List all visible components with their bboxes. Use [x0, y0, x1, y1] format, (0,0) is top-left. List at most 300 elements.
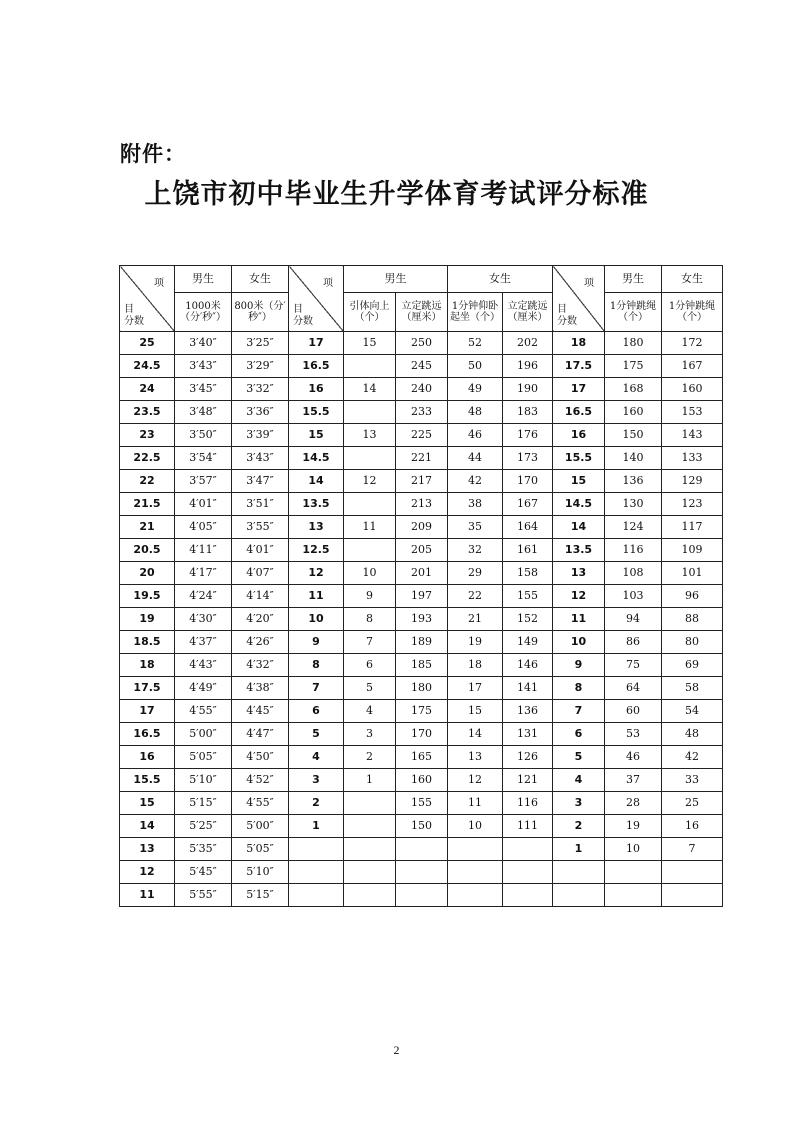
value-cell: 133 [662, 447, 723, 470]
value-cell: 164 [503, 516, 553, 539]
value-cell: 4′24″ [175, 585, 232, 608]
value-cell: 86 [605, 631, 662, 654]
value-cell: 155 [503, 585, 553, 608]
value-cell: 3′29″ [232, 355, 289, 378]
value-cell: 4′49″ [175, 677, 232, 700]
table-row [120, 861, 723, 884]
score-cell: 16.5 [553, 401, 605, 424]
value-cell: 8 [344, 608, 396, 631]
value-cell: 28 [605, 792, 662, 815]
score-cell [553, 861, 605, 884]
value-cell: 5′10″ [175, 769, 232, 792]
score-cell: 1 [289, 815, 344, 838]
value-cell: 109 [662, 539, 723, 562]
value-cell: 3′48″ [175, 401, 232, 424]
diag-score-bottom: 分数 [124, 316, 144, 327]
value-cell: 202 [503, 332, 553, 355]
value-cell [605, 884, 662, 907]
value-cell: 80 [662, 631, 723, 654]
table-row [120, 815, 723, 838]
value-cell: 16 [662, 815, 723, 838]
value-cell: 4′43″ [175, 654, 232, 677]
value-cell: 75 [605, 654, 662, 677]
value-cell: 176 [503, 424, 553, 447]
score-cell: 1 [553, 838, 605, 861]
value-cell: 152 [503, 608, 553, 631]
value-cell [344, 493, 396, 516]
score-cell: 23 [120, 424, 175, 447]
value-cell: 168 [605, 378, 662, 401]
value-cell [344, 838, 396, 861]
value-cell: 4′52″ [232, 769, 289, 792]
value-cell: 167 [503, 493, 553, 516]
score-cell: 7 [289, 677, 344, 700]
table-row [120, 838, 723, 861]
value-cell [662, 861, 723, 884]
value-cell: 2 [344, 746, 396, 769]
col-rope-male: 1分钟跳绳（个） [605, 293, 662, 332]
diag-item-label-2: 项 [323, 278, 333, 289]
value-cell: 94 [605, 608, 662, 631]
score-cell: 13 [120, 838, 175, 861]
value-cell: 5′15″ [175, 792, 232, 815]
value-cell: 160 [662, 378, 723, 401]
page-number: 2 [393, 1043, 400, 1057]
col-longjump-female: 立定跳远（厘米） [503, 293, 553, 332]
value-cell [344, 884, 396, 907]
value-cell: 3′54″ [175, 447, 232, 470]
value-cell: 4′20″ [232, 608, 289, 631]
value-cell: 240 [396, 378, 448, 401]
score-cell: 24.5 [120, 355, 175, 378]
score-cell: 17 [289, 332, 344, 355]
table-row [120, 378, 723, 401]
value-cell: 5′05″ [232, 838, 289, 861]
score-cell: 20 [120, 562, 175, 585]
value-cell: 155 [396, 792, 448, 815]
value-cell: 197 [396, 585, 448, 608]
score-cell: 15 [553, 470, 605, 493]
value-cell: 54 [662, 700, 723, 723]
value-cell: 123 [662, 493, 723, 516]
value-cell: 160 [605, 401, 662, 424]
value-cell [344, 815, 396, 838]
value-cell: 3′45″ [175, 378, 232, 401]
value-cell: 4′26″ [232, 631, 289, 654]
value-cell: 233 [396, 401, 448, 424]
value-cell: 3′43″ [232, 447, 289, 470]
table-row [120, 493, 723, 516]
score-cell: 15.5 [289, 401, 344, 424]
value-cell: 189 [396, 631, 448, 654]
value-cell: 58 [662, 677, 723, 700]
value-cell: 173 [503, 447, 553, 470]
score-cell: 12.5 [289, 539, 344, 562]
value-cell: 15 [344, 332, 396, 355]
value-cell: 11 [344, 516, 396, 539]
value-cell [448, 861, 503, 884]
score-cell: 15.5 [553, 447, 605, 470]
value-cell [503, 861, 553, 884]
value-cell [396, 884, 448, 907]
value-cell: 136 [605, 470, 662, 493]
value-cell: 5′00″ [175, 723, 232, 746]
value-cell: 5′15″ [232, 884, 289, 907]
diag-score-bottom-3: 分数 [557, 316, 577, 327]
value-cell: 4′07″ [232, 562, 289, 585]
value-cell: 13 [448, 746, 503, 769]
value-cell: 29 [448, 562, 503, 585]
col-pullup: 引体向上（个） [344, 293, 396, 332]
score-cell: 8 [553, 677, 605, 700]
value-cell [448, 838, 503, 861]
value-cell: 165 [396, 746, 448, 769]
score-cell: 14 [120, 815, 175, 838]
score-cell: 14.5 [553, 493, 605, 516]
value-cell: 18 [448, 654, 503, 677]
value-cell: 124 [605, 516, 662, 539]
value-cell: 225 [396, 424, 448, 447]
score-cell: 13 [553, 562, 605, 585]
value-cell: 25 [662, 792, 723, 815]
value-cell: 5′00″ [232, 815, 289, 838]
value-cell: 131 [503, 723, 553, 746]
col-longjump-male: 立定跳远（厘米） [396, 293, 448, 332]
value-cell: 1 [344, 769, 396, 792]
score-cell: 18.5 [120, 631, 175, 654]
value-cell: 201 [396, 562, 448, 585]
value-cell: 17 [448, 677, 503, 700]
value-cell: 209 [396, 516, 448, 539]
score-cell: 14 [553, 516, 605, 539]
table-row [120, 677, 723, 700]
value-cell: 3′51″ [232, 493, 289, 516]
score-cell: 21.5 [120, 493, 175, 516]
value-cell: 4 [344, 700, 396, 723]
value-cell: 53 [605, 723, 662, 746]
value-cell: 11 [448, 792, 503, 815]
header-male-1: 男生 [175, 266, 232, 293]
value-cell: 150 [605, 424, 662, 447]
score-cell: 13.5 [289, 493, 344, 516]
score-cell: 15 [289, 424, 344, 447]
value-cell [662, 884, 723, 907]
score-cell: 5 [289, 723, 344, 746]
value-cell: 170 [396, 723, 448, 746]
header-male-2: 男生 [344, 266, 448, 293]
value-cell: 13 [344, 424, 396, 447]
score-cell: 19.5 [120, 585, 175, 608]
value-cell [344, 539, 396, 562]
score-cell: 11 [289, 585, 344, 608]
score-cell: 17.5 [120, 677, 175, 700]
table-row [120, 539, 723, 562]
value-cell: 3′43″ [175, 355, 232, 378]
value-cell [396, 838, 448, 861]
page-title: 上饶市初中毕业生升学体育考试评分标准 [144, 179, 649, 210]
value-cell: 33 [662, 769, 723, 792]
score-cell: 12 [289, 562, 344, 585]
value-cell: 146 [503, 654, 553, 677]
score-cell: 17 [553, 378, 605, 401]
score-cell: 22 [120, 470, 175, 493]
table-row [120, 608, 723, 631]
value-cell: 42 [448, 470, 503, 493]
diag-header-2 [289, 266, 344, 332]
score-cell: 12 [553, 585, 605, 608]
score-cell: 17.5 [553, 355, 605, 378]
table-row [120, 562, 723, 585]
value-cell: 193 [396, 608, 448, 631]
value-cell: 172 [662, 332, 723, 355]
value-cell: 183 [503, 401, 553, 424]
value-cell [344, 447, 396, 470]
table-row [120, 769, 723, 792]
diag-score-top-2: 目 [293, 304, 303, 315]
score-cell: 8 [289, 654, 344, 677]
value-cell: 46 [448, 424, 503, 447]
value-cell: 3′39″ [232, 424, 289, 447]
value-cell: 180 [605, 332, 662, 355]
value-cell: 12 [344, 470, 396, 493]
value-cell: 5′55″ [175, 884, 232, 907]
value-cell: 5′25″ [175, 815, 232, 838]
value-cell: 37 [605, 769, 662, 792]
diag-score-top: 目 [124, 304, 134, 315]
value-cell: 175 [605, 355, 662, 378]
table-row [120, 401, 723, 424]
value-cell: 22 [448, 585, 503, 608]
diag-item-label-3: 项 [584, 278, 594, 289]
score-cell: 15.5 [120, 769, 175, 792]
value-cell [448, 884, 503, 907]
value-cell: 5′05″ [175, 746, 232, 769]
col-rope-female: 1分钟跳绳（个） [662, 293, 723, 332]
value-cell: 88 [662, 608, 723, 631]
value-cell: 50 [448, 355, 503, 378]
value-cell: 32 [448, 539, 503, 562]
value-cell: 69 [662, 654, 723, 677]
score-cell: 24 [120, 378, 175, 401]
value-cell: 4′37″ [175, 631, 232, 654]
table-row [120, 585, 723, 608]
score-cell [289, 861, 344, 884]
diag-score-top-3: 目 [557, 304, 567, 315]
value-cell: 4′55″ [175, 700, 232, 723]
value-cell: 3′47″ [232, 470, 289, 493]
value-cell: 101 [662, 562, 723, 585]
score-cell: 9 [553, 654, 605, 677]
value-cell: 160 [396, 769, 448, 792]
value-cell: 5′10″ [232, 861, 289, 884]
score-cell [553, 884, 605, 907]
value-cell: 117 [662, 516, 723, 539]
value-cell: 161 [503, 539, 553, 562]
value-cell: 4′01″ [232, 539, 289, 562]
score-cell: 4 [553, 769, 605, 792]
score-cell: 11 [553, 608, 605, 631]
value-cell [344, 792, 396, 815]
score-cell: 22.5 [120, 447, 175, 470]
value-cell: 180 [396, 677, 448, 700]
value-cell: 3′32″ [232, 378, 289, 401]
table-row [120, 516, 723, 539]
score-cell: 11 [120, 884, 175, 907]
value-cell: 60 [605, 700, 662, 723]
value-cell: 19 [605, 815, 662, 838]
value-cell: 121 [503, 769, 553, 792]
value-cell: 140 [605, 447, 662, 470]
value-cell: 4′11″ [175, 539, 232, 562]
value-cell: 3 [344, 723, 396, 746]
value-cell: 9 [344, 585, 396, 608]
value-cell: 213 [396, 493, 448, 516]
value-cell: 49 [448, 378, 503, 401]
score-cell: 16.5 [120, 723, 175, 746]
diag-item-label: 项 [154, 278, 164, 289]
value-cell: 38 [448, 493, 503, 516]
score-cell: 16 [289, 378, 344, 401]
value-cell: 42 [662, 746, 723, 769]
table-row [120, 332, 723, 355]
scoring-table [119, 265, 723, 907]
value-cell: 116 [605, 539, 662, 562]
score-cell: 23.5 [120, 401, 175, 424]
score-cell: 2 [289, 792, 344, 815]
value-cell: 52 [448, 332, 503, 355]
table-row [120, 447, 723, 470]
score-cell: 12 [120, 861, 175, 884]
score-cell: 20.5 [120, 539, 175, 562]
attachment-label: 附件： [120, 142, 186, 166]
value-cell: 14 [344, 378, 396, 401]
table-row [120, 723, 723, 746]
value-cell: 10 [344, 562, 396, 585]
score-cell: 16 [120, 746, 175, 769]
score-cell: 13 [289, 516, 344, 539]
table-row [120, 631, 723, 654]
value-cell: 126 [503, 746, 553, 769]
score-cell: 17 [120, 700, 175, 723]
value-cell: 250 [396, 332, 448, 355]
value-cell: 221 [396, 447, 448, 470]
score-cell: 2 [553, 815, 605, 838]
score-cell: 19 [120, 608, 175, 631]
header-female-1: 女生 [232, 266, 289, 293]
score-cell: 10 [289, 608, 344, 631]
value-cell: 3′55″ [232, 516, 289, 539]
score-cell: 4 [289, 746, 344, 769]
score-cell: 25 [120, 332, 175, 355]
value-cell: 3′50″ [175, 424, 232, 447]
value-cell: 245 [396, 355, 448, 378]
diag-score-bottom-2: 分数 [293, 316, 313, 327]
table-row [120, 424, 723, 447]
col-situp: 1分钟仰卧起坐（个） [448, 293, 503, 332]
value-cell: 48 [448, 401, 503, 424]
value-cell: 158 [503, 562, 553, 585]
value-cell: 64 [605, 677, 662, 700]
value-cell: 12 [448, 769, 503, 792]
value-cell [396, 861, 448, 884]
col-800m: 800米（分′秒″） [232, 293, 289, 332]
header-male-3: 男生 [605, 266, 662, 293]
value-cell: 170 [503, 470, 553, 493]
value-cell: 5′45″ [175, 861, 232, 884]
value-cell: 19 [448, 631, 503, 654]
table-row [120, 792, 723, 815]
value-cell: 217 [396, 470, 448, 493]
value-cell: 129 [662, 470, 723, 493]
value-cell: 44 [448, 447, 503, 470]
value-cell: 21 [448, 608, 503, 631]
score-cell: 14 [289, 470, 344, 493]
value-cell: 141 [503, 677, 553, 700]
value-cell: 153 [662, 401, 723, 424]
diag-header-3 [553, 266, 605, 332]
value-cell: 108 [605, 562, 662, 585]
table-row [120, 355, 723, 378]
value-cell: 167 [662, 355, 723, 378]
value-cell: 4′32″ [232, 654, 289, 677]
value-cell: 7 [662, 838, 723, 861]
score-cell: 7 [553, 700, 605, 723]
table-row [120, 746, 723, 769]
score-cell: 3 [553, 792, 605, 815]
score-cell: 5 [553, 746, 605, 769]
value-cell: 10 [605, 838, 662, 861]
score-cell [289, 838, 344, 861]
value-cell [503, 884, 553, 907]
value-cell: 196 [503, 355, 553, 378]
score-cell: 21 [120, 516, 175, 539]
value-cell: 4′50″ [232, 746, 289, 769]
value-cell: 4′30″ [175, 608, 232, 631]
value-cell: 46 [605, 746, 662, 769]
value-cell: 185 [396, 654, 448, 677]
value-cell: 5 [344, 677, 396, 700]
score-cell: 16 [553, 424, 605, 447]
value-cell: 4′47″ [232, 723, 289, 746]
value-cell: 5′35″ [175, 838, 232, 861]
value-cell: 103 [605, 585, 662, 608]
score-cell: 16.5 [289, 355, 344, 378]
value-cell: 175 [396, 700, 448, 723]
value-cell: 190 [503, 378, 553, 401]
value-cell: 3′36″ [232, 401, 289, 424]
score-cell: 3 [289, 769, 344, 792]
value-cell: 14 [448, 723, 503, 746]
table-row [120, 884, 723, 907]
value-cell: 205 [396, 539, 448, 562]
table-row [120, 470, 723, 493]
value-cell: 4′01″ [175, 493, 232, 516]
table-row [120, 700, 723, 723]
value-cell [605, 861, 662, 884]
score-cell: 9 [289, 631, 344, 654]
value-cell: 111 [503, 815, 553, 838]
header-female-2: 女生 [448, 266, 553, 293]
value-cell [503, 838, 553, 861]
score-cell: 13.5 [553, 539, 605, 562]
score-cell [289, 884, 344, 907]
score-cell: 15 [120, 792, 175, 815]
value-cell: 3′57″ [175, 470, 232, 493]
table-row [120, 654, 723, 677]
value-cell: 130 [605, 493, 662, 516]
value-cell [344, 355, 396, 378]
value-cell: 4′45″ [232, 700, 289, 723]
